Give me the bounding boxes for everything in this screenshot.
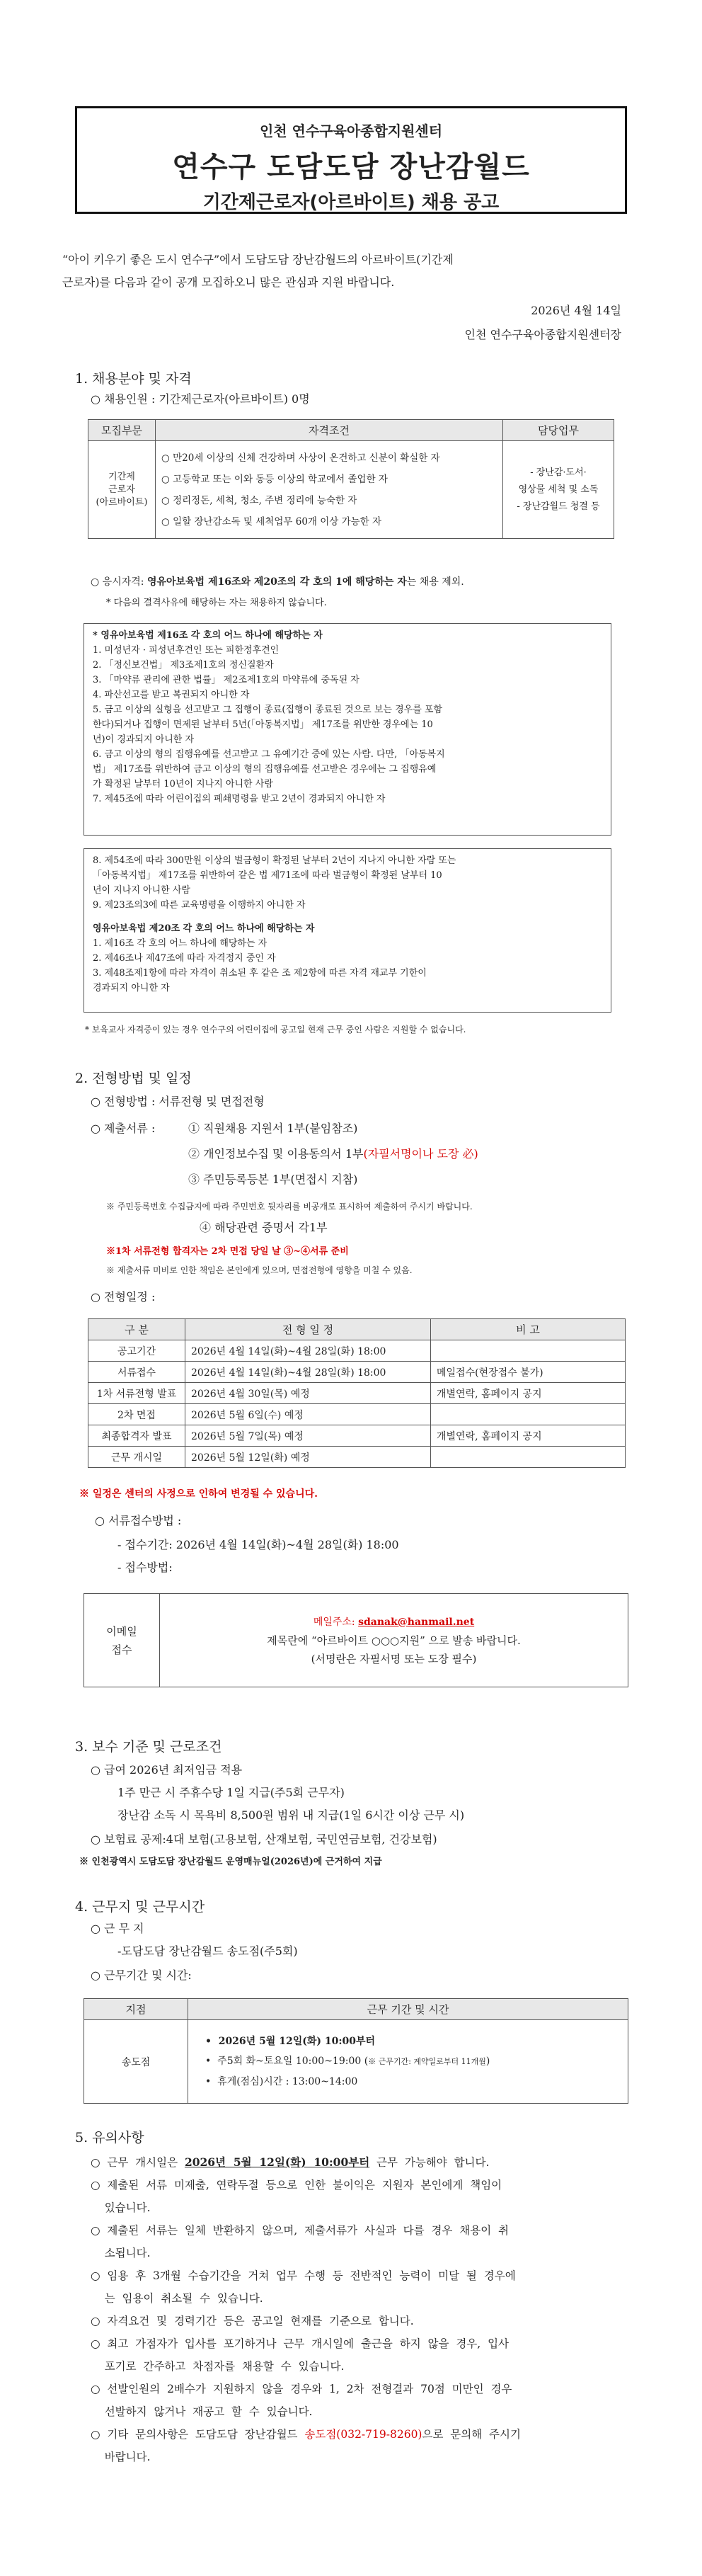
doc-2-main: ② 개인정보수집 및 이용동의서 1부: [188, 1147, 364, 1161]
qual-field-cell: [88, 441, 156, 539]
note-line: ○ 자격요건 및 경력기간 등은 공고일 현재를 기준으로 합니다.: [91, 2315, 414, 2327]
box2-title: 영유아보육법 제20조 각 호의 어느 하나에 해당하는 자: [93, 923, 315, 934]
box1-line: 2. 「정신보건법」 제3조제1호의 정신질환자: [93, 660, 274, 671]
note-start-c: 근무 가능해야 합니다.: [369, 2156, 490, 2169]
email-label-cell: [84, 1594, 160, 1687]
sched-row-note: 개별연락, 홈페이지 공지: [431, 1383, 626, 1404]
sched-row-date: 2026년 4월 14일(화)~4월 28일(화) 18:00: [185, 1362, 431, 1383]
doc-4: ④ 해당관련 증명서 각1부: [200, 1221, 328, 1234]
note-line: 소됩니다.: [91, 2247, 151, 2259]
header-title: 연수구 도담도담 장난감월드: [172, 151, 530, 183]
workplace: -도담도담 장난감월드 송도점(주5회): [117, 1944, 298, 1958]
email-lead: 메일주소:: [313, 1616, 359, 1628]
pay-bath: 장난감 소독 시 목욕비 8,500원 범위 내 지급(1일 6시간 이상 근무 시): [117, 1808, 465, 1822]
sched-row-date: 2026년 4월 14일(화)~4월 28일(화) 18:00: [185, 1340, 431, 1362]
email-line-2: 제목란에 “아르바이트 ○○○지원” 으로 발송 바랍니다.: [267, 1634, 521, 1647]
sched-row-note: [431, 1340, 626, 1362]
email-line-1: [166, 1613, 622, 1631]
qual-condition: ○ 정리정돈, 세척, 청소, 주변 정리에 능숙한 자: [161, 494, 357, 506]
email-address[interactable]: sdanak@hanmail.net: [358, 1616, 475, 1628]
sched-row-note: [431, 1404, 626, 1425]
box1-line: 4. 파산선고를 받고 복권되지 아니한 자: [93, 690, 250, 700]
email-line-3: (서명란은 자필서명 또는 도장 필수): [311, 1652, 477, 1665]
sched-row-date: 2026년 4월 30일(목) 예정: [185, 1383, 431, 1404]
section3-title: 3. 보수 기준 및 근로조건: [75, 1739, 222, 1755]
box2-line: 9. 제23조의3에 따른 교육명령을 이행하지 아니한 자: [93, 900, 306, 911]
notes-list: [91, 2151, 521, 2468]
contact-phone[interactable]: 송도점(032-719-8260): [304, 2428, 422, 2441]
disq-tail: 는 채용 제외.: [406, 576, 464, 588]
sched-row-name: 서류접수: [88, 1362, 185, 1383]
apply-method: ○ 서류접수방법 :: [95, 1514, 182, 1527]
doc-1: ① 직원채용 지원서 1부(붙임참조): [188, 1122, 358, 1135]
doc-note: ※ 주민등록번호 수집금지에 따라 주민번호 뒷자리를 비공개로 표시하여 제출하여 주시기 바랍니다.: [106, 1202, 473, 1212]
email-apply-table: [84, 1593, 628, 1687]
qual-conditions-cell: [156, 441, 503, 539]
disq-note: * 다음의 결격사유에 해당하는 자는 채용하지 않습니다.: [106, 598, 327, 608]
work-header-branch: 지점: [84, 1999, 188, 2020]
qual-duty: - 장난감·도서·: [530, 467, 587, 478]
box2-line: 「아동복지법」 제17조를 위반하여 같은 법 제71조에 따라 벌금형이 확정된 날부터 10: [93, 870, 442, 881]
work-time-cell: [188, 2020, 628, 2104]
apply-period: - 접수기간: 2026년 4월 14일(화)~4월 28일(화) 18:00: [117, 1538, 399, 1551]
note-line: ○ 최고 가점자가 입사를 포기하거나 근무 개시일에 출근을 하지 않을 경우, 입사: [91, 2337, 510, 2350]
sched-header-name: 구 분: [88, 1319, 185, 1340]
work-days: 주5회 화~토요일 10:00~19:00 (: [217, 2056, 369, 2067]
header-subtitle: 기간제근로자(아르바이트) 채용 공고: [202, 192, 500, 213]
sched-row-note: 개별연락, 홈페이지 공지: [431, 1425, 626, 1447]
intro-line-1: “아이 키우기 좋은 도시 연수구”에서 도담도담 장난감월드의 아르바이트(기간제: [62, 253, 454, 266]
box1-line: 가 확정된 날부터 10년이 지나지 아니한 사람: [93, 779, 273, 790]
box1-line: 법」 제17조를 위반하여 금고 이상의 형의 집행유예를 선고받은 경우에는 그 집행유예: [93, 764, 437, 775]
sched-header-date: 전 형 일 정: [185, 1319, 431, 1340]
qual-condition: ○ 고등학교 또는 이와 동등 이상의 학교에서 졸업한 자: [161, 473, 388, 485]
sched-row-name: 1차 서류전형 발표: [88, 1383, 185, 1404]
work-branch: 송도점: [84, 2020, 188, 2104]
note-line: 있습니다.: [91, 2201, 151, 2214]
sched-row-name: 공고기간: [88, 1340, 185, 1362]
qual-field-line: 기간제: [108, 471, 135, 482]
work-time-table: [84, 1998, 628, 2104]
note-line: 는 임용이 취소될 수 있습니다.: [91, 2292, 263, 2305]
notice-header: [75, 106, 627, 214]
qualification-table: [88, 419, 614, 539]
note-line: 선발하지 않거나 재공고 할 수 있습니다.: [91, 2405, 313, 2418]
notice-interview-docs: ※1차 서류전형 합격자는 2차 면접 당일 날 ③~④서류 준비: [106, 1246, 349, 1257]
doc-2: [188, 1144, 478, 1164]
sched-row-note: [431, 1447, 626, 1468]
qual-duties-cell: [503, 441, 614, 539]
note-contact: [91, 2423, 521, 2446]
disq-lead: ○ 응시자격:: [91, 576, 144, 588]
box2-line: 1. 제16조 각 호의 어느 하나에 해당하는 자: [93, 938, 267, 949]
note-contact-a: ○ 기타 문의사항은 도담도담 장난감월드: [91, 2428, 305, 2441]
note-start-date: [91, 2151, 521, 2174]
qual-header-duties: 담당업무: [503, 420, 614, 441]
work-time-label: ○ 근무기간 및 시간:: [91, 1968, 192, 1982]
note-line: 바랍니다.: [91, 2451, 151, 2463]
qual-header-conditions: 자격조건: [156, 420, 503, 441]
sched-row-note: 메일접수(현장접수 불가): [431, 1362, 626, 1383]
intro-date: 2026년 4월 14일: [531, 304, 621, 317]
work-bullet-2: • 주5회 화~토요일 10:00~19:00 (※ 근무기간: 계약일로부터 11개월): [205, 2056, 490, 2067]
work-bullet-3: • 휴게(점심)시간 : 13:00~14:00: [205, 2076, 358, 2087]
box2-line: 2. 제46조나 제47조에 따라 자격정지 중인 자: [93, 953, 276, 964]
qual-duty: - 장난감월드 청결 등: [517, 501, 600, 512]
box2-line: 경과되지 아니한 자: [93, 983, 170, 993]
disqualification-line: [91, 572, 464, 592]
pay-basis: ○ 급여 2026년 최저임금 적용: [91, 1763, 243, 1777]
box1-line: 3. 「마약류 관리에 관한 법률」 제2조제1호의 마약류에 중독된 자: [93, 675, 359, 685]
schedule-label: ○ 전형일정 :: [91, 1290, 156, 1304]
work-paren: ): [485, 2056, 490, 2067]
box2-spacer: [93, 913, 602, 921]
section2-title: 2. 전형방법 및 일정: [75, 1071, 192, 1086]
sched-row-name: 근무 개시일: [88, 1447, 185, 1468]
work-break: 휴게(점심)시간 : 13:00~14:00: [217, 2076, 358, 2087]
email-label-line: 접수: [111, 1643, 132, 1656]
selection-method: ○ 전형방법 : 서류전형 및 면접전형: [91, 1095, 265, 1108]
note-start-a: ○ 근무 개시일은: [91, 2156, 185, 2169]
box2-line: 년이 지나지 아니한 사람: [93, 885, 190, 896]
sched-row-date: 2026년 5월 7일(목) 예정: [185, 1425, 431, 1447]
sched-row-date: 2026년 5월 12일(화) 예정: [185, 1447, 431, 1468]
qual-field-line: (아르바이트): [96, 496, 148, 508]
note-line: 포기로 간주하고 차점자를 채용할 수 있습니다.: [91, 2360, 345, 2373]
disq-box-1: [84, 623, 611, 836]
box2-line: 8. 제54조에 따라 300만원 이상의 벌금형이 확정된 날부터 2년이 지나지 아니한 자람 또는: [93, 855, 456, 866]
box1-line: 1. 미성년자 · 피성년후견인 또는 피한정후견인: [93, 645, 280, 656]
qual-condition: ○ 일할 장난감소독 및 세척업무 60개 이상 가능한 자: [161, 515, 382, 528]
sched-header-note: 비 고: [431, 1319, 626, 1340]
docs-lead: ○ 제출서류 :: [91, 1122, 156, 1135]
note-line: ○ 제출된 서류 미제출, 연락두절 등으로 인한 불이익은 지원자 본인에게 책임이: [91, 2179, 502, 2192]
note-line: ○ 임용 후 3개월 수습기간을 거쳐 업무 수행 등 전반적인 능력이 미달 될 경우에: [91, 2269, 516, 2282]
section1-footnote: * 보육교사 자격증이 있는 경우 연수구의 어린이집에 공고일 현재 근무 중인 사람은 지원할 수 없습니다.: [85, 1025, 466, 1035]
work-header-time: 근무 기간 및 시간: [188, 1999, 628, 2020]
note-start-b: 2026년 5월 12일(화) 10:00부터: [184, 2155, 370, 2169]
box1-line: 7. 제45조에 따라 어린이집의 폐쇄명령을 받고 2년이 경과되지 아니한 자: [93, 794, 386, 804]
qual-header-field: 모집부문: [88, 420, 156, 441]
intro-line-2: 근로자)를 다음과 같이 공개 모집하오니 많은 관심과 지원 바랍니다.: [62, 275, 395, 289]
insurance-note: ※ 인천광역시 도담도담 장난감월드 운영매뉴얼(2026년)에 근거하여 지급: [79, 1857, 382, 1867]
notice-missing-docs: ※ 제출서류 미비로 인한 책임은 본인에게 있으며, 면접전형에 영향을 미칠 수 있음.: [106, 1265, 413, 1275]
qual-field-line: 근로자: [108, 484, 135, 495]
work-period-note: ※ 근무기간: 계약일로부터 11개월: [368, 2057, 486, 2066]
qual-duty: 영상물 세척 및 소독: [518, 484, 599, 495]
workplace-label: ○ 근 무 지: [91, 1922, 144, 1935]
box2-line: 3. 제48조제1항에 따라 자격이 취소된 후 같은 조 제2항에 따른 자격 재교부 기한이: [93, 968, 427, 979]
sched-row-name: 최종합격자 발표: [88, 1425, 185, 1447]
email-label-line: 이메일: [106, 1624, 137, 1638]
sched-row-date: 2026년 5월 6일(수) 예정: [185, 1404, 431, 1425]
disq-box-2: [84, 848, 611, 1013]
email-info-cell: [160, 1594, 628, 1687]
schedule-warning: ※ 일정은 센터의 사정으로 인하여 변경될 수 있습니다.: [79, 1488, 318, 1500]
section4-title: 4. 근무지 및 근무시간: [75, 1899, 205, 1915]
recruit-count: ○ 채용인원 : 기간제근로자(아르바이트) 0명: [91, 392, 310, 406]
section5-title: 5. 유의사항: [75, 2130, 144, 2145]
work-start: 2026년 5월 12일(화) 10:00부터: [218, 2036, 376, 2047]
intro-signer: 인천 연수구육아종합지원센터장: [464, 328, 621, 341]
doc-3: ③ 주민등록등본 1부(면접시 지참): [188, 1173, 358, 1186]
note-contact-b: 으로 문의해 주시기: [422, 2428, 521, 2441]
work-bullet-1: • 2026년 5월 12일(화) 10:00부터: [205, 2036, 376, 2047]
box1-line: 5. 금고 이상의 실형을 선고받고 그 집행이 종료(집행이 종료된 것으로 보는 경우를 포함: [93, 705, 443, 715]
note-line: ○ 제출된 서류는 일체 반환하지 않으며, 제출서류가 사실과 다를 경우 채용이 취: [91, 2224, 510, 2237]
apply-way: - 접수방법:: [117, 1561, 173, 1574]
box1-line: 6. 금고 이상의 형의 집행유예를 선고받고 그 유예기간 중에 있는 사람. 다만, 「아동복지: [93, 749, 445, 760]
section1-title: 1. 채용분야 및 자격: [75, 371, 192, 387]
box1-title: * 영유아보육법 제16조 각 호의 어느 하나에 해당하는 자: [93, 630, 323, 641]
insurance: ○ 보험료 공제:4대 보험(고용보험, 산재보험, 국민연금보험, 건강보험): [91, 1833, 437, 1846]
sched-row-name: 2차 면접: [88, 1404, 185, 1425]
header-org: 인천 연수구육아종합지원센터: [259, 122, 443, 139]
box1-line: 년)이 경과되지 아니한 자: [93, 734, 195, 745]
box1-line: 한다)되거나 집행이 면제된 날부터 5년(「아동복지법」 제17조를 위반한 경우에는 10: [93, 719, 433, 730]
doc-2-red: (자필서명이나 도장 必): [363, 1147, 478, 1161]
disq-bold: 영유아보육법 제16조와 제20조의 각 호의 1에 해당하는 자: [146, 576, 407, 588]
qual-condition: ○ 만20세 이상의 신체 건강하며 사상이 온건하고 신분이 확실한 자: [161, 452, 440, 464]
schedule-table: [88, 1318, 626, 1468]
note-line: ○ 선발인원의 2배수가 지원하지 않을 경우와 1, 2차 전형결과 70점 미만인 경우: [91, 2383, 512, 2395]
pay-weekly: 1주 만근 시 주휴수당 1일 지급(주5회 근무자): [117, 1786, 345, 1799]
